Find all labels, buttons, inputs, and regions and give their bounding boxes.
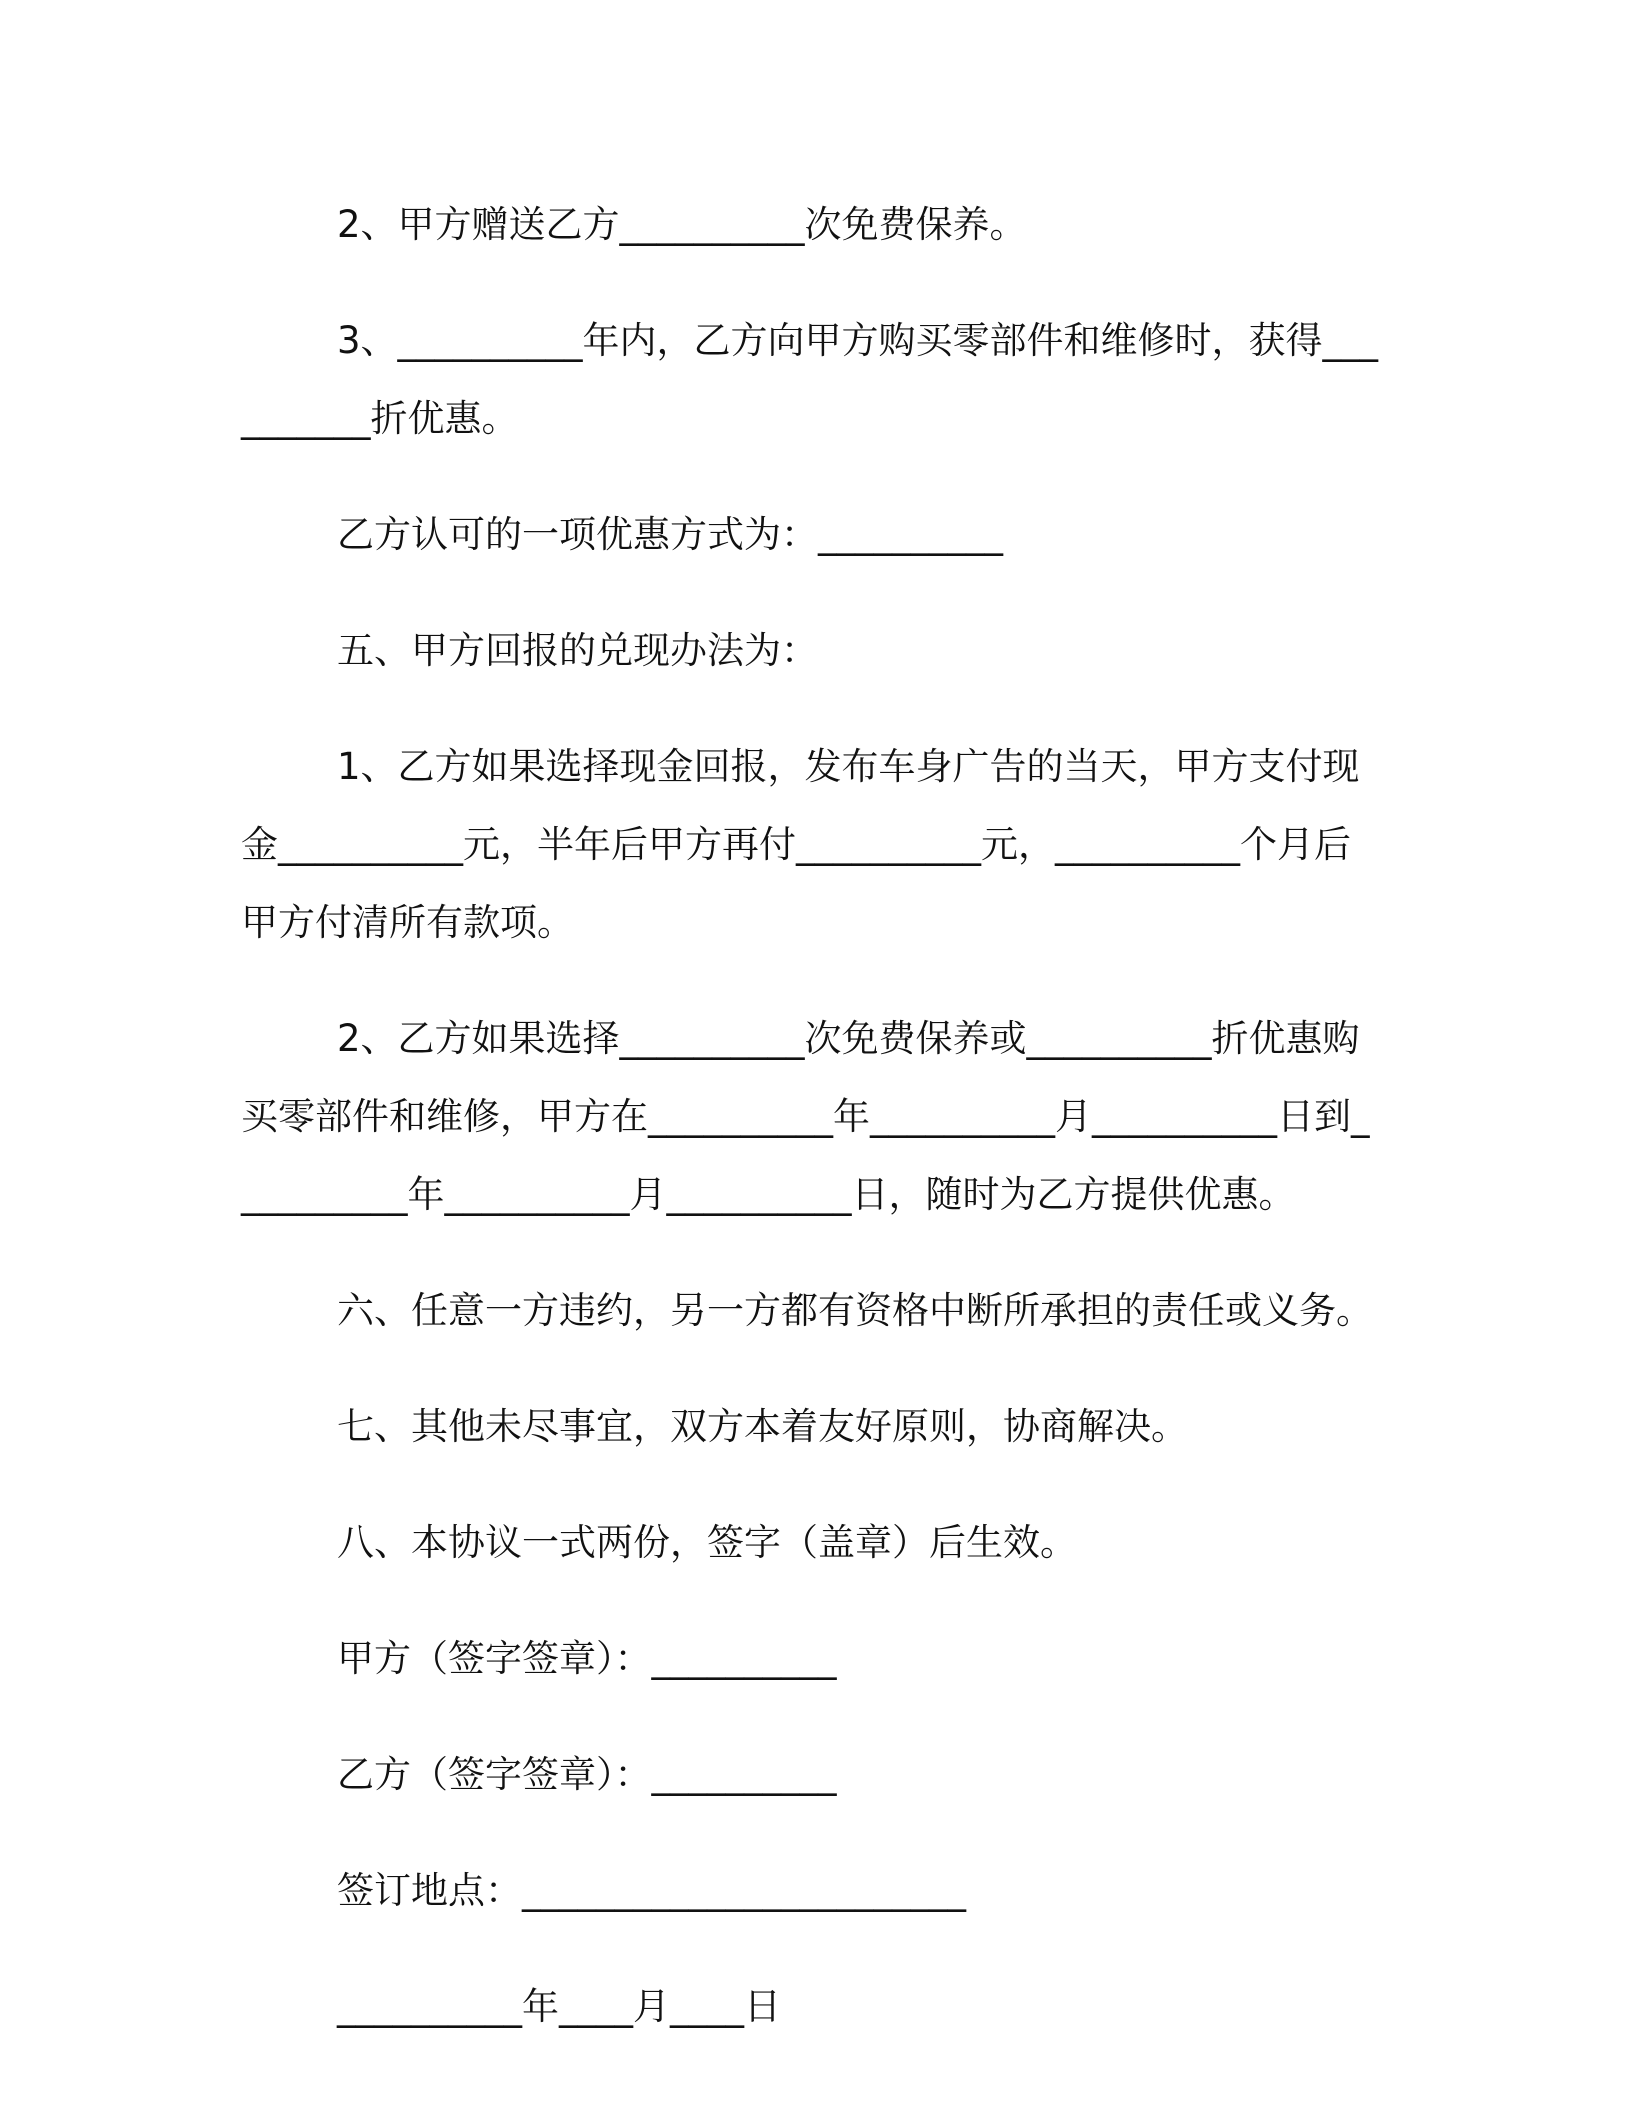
discount-method-line: 乙方认可的一项优惠方式为：__________ <box>337 513 1003 556</box>
clause-7: 七、其他未尽事宜，双方本着友好原则，协商解决。 <box>337 1405 1188 1448</box>
party-a-signature-line: 甲方（签字签章）：__________ <box>337 1637 837 1680</box>
clause-5-heading: 五、甲方回报的兑现办法为： <box>337 629 818 672</box>
clause-8: 八、本协议一式两份，签字（盖章）后生效。 <box>337 1521 1077 1564</box>
document-body <box>241 186 1381 2084</box>
signing-date-line: __________年____月____日 <box>337 1985 781 2028</box>
clause-5-item-2: 2、乙方如果选择__________次免费保养或__________折优惠购买零部件和维修，甲方在__________年__________月__________日到__________年__________月__________日，随时为乙方提供优惠。 <box>241 1017 1370 1216</box>
clause-4-item-2: 2、甲方赠送乙方__________次免费保养。 <box>337 203 1027 246</box>
clause-4-item-3: 3、__________年内，乙方向甲方购买零部件和维修时，获得__________折优惠。 <box>241 319 1379 440</box>
clause-6: 六、任意一方违约，另一方都有资格中断所承担的责任或义务。 <box>337 1289 1373 1332</box>
signing-location-line: 签订地点：________________________ <box>337 1869 966 1912</box>
party-b-signature-line: 乙方（签字签章）：__________ <box>337 1753 837 1796</box>
clause-5-item-1: 1、乙方如果选择现金回报，发布车身广告的当天，甲方支付现金__________元，半年后甲方再付__________元，__________个月后甲方付清所有款项。 <box>241 745 1360 944</box>
